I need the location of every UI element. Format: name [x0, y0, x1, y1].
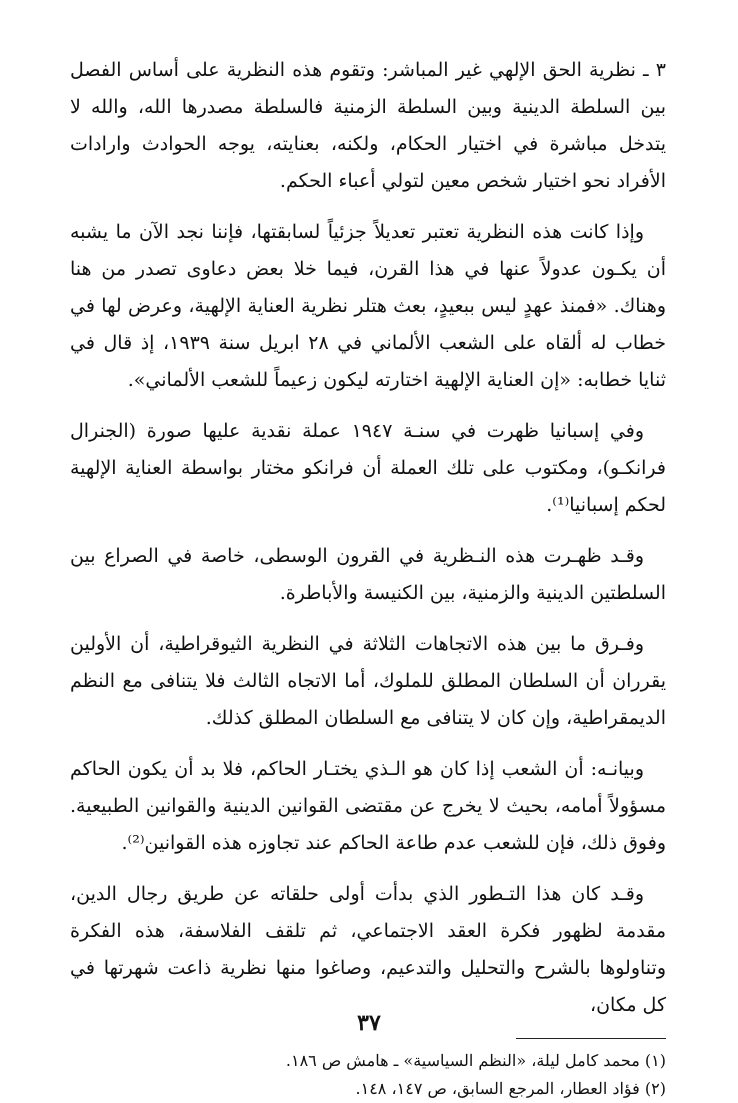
paragraph-indirect-divine-right: ٣ ـ نظرية الحق الإلهي غير المباشر: وتقوم هذه النظرية على أساس الفصل بين السلطة الدينية وبين السلطة الزمنية فالسلطة مصدرها الله، والله لا يتدخل مباشرة في اختيار الحكام، ولكنه، بعنايته، يوجه الحوادث وارادات الأفراد نحو اختيار شخص معين لتولي أعباء الحكم.: [70, 59, 666, 192]
footnote-divider: [516, 1038, 666, 1039]
paragraph-social-contract: وقـد كان هذا التـطور الذي بدأت أولى حلقاته عن طريق رجال الدين، مقدمة لظهور فكرة العقد الاجتماعي، ثم تلقف الفلاسفة، هذه الفكرة وتناولوها بالشرح والتحليل والتدعيم، وصاغوا منها نظرية ذاعت شهرتها في كل مكان،: [70, 883, 666, 1016]
paragraph-three-directions: وفـرق ما بين هذه الاتجاهات الثلاثة في النظرية الثيوقراطية، أن الأولين يقرران أن السلطان المطلق للملوك، أما الاتجاه الثالث فلا يتنافى مع النظم الديمقراطية، وإن كان لا يتنافى مع السلطان المطلق كذلك.: [70, 633, 666, 729]
page-number: ٣٧: [357, 1010, 381, 1036]
paragraph-hitler-example: وإذا كانت هذه النظرية تعتبر تعديلاً جزئياً لسابقتها، فإننا نجد الآن ما يشبه أن يكـون عدولاً عنها في هذا القرن، فيما خلا بعض دعاوى تصدر من هنا وهناك. «فمنذ عهدٍ ليس ببعيدٍ، بعث هتلر نظرية العناية الإلهية، وعرض لها في خطاب له ألقاه على الشعب الألماني في ٢٨ ابريل سنة ١٩٣٩، إذ قال في ثنايا خطابه: «إن العناية الإلهية اختارته ليكون زعيماً للشعب الألماني».: [70, 221, 666, 391]
footnote-1: (١) محمد كامل ليلة، «النظم السياسية» ـ هامش ص ١٨٦.: [285, 1051, 666, 1070]
footnotes: [70, 1047, 666, 1103]
paragraph-middle-ages: وقـد ظهـرت هذه النـظرية في القرون الوسطى، خاصة في الصراع بين السلطتين الدينية والزمنية، بين الكنيسة والأباطرة.: [70, 545, 666, 604]
document-page: [70, 52, 666, 1103]
paragraph-spain-coin: وفي إسبانيا ظهرت في سنـة ١٩٤٧ عملة نقدية عليها صورة (الجنرال فرانكـو)، ومكتوب على تلك العملة أن فرانكو مختار بواسطة العناية الإلهية لحكم إسبانيا⁽¹⁾.: [70, 420, 666, 516]
paragraph-explanation: وبيانـه: أن الشعب إذا كان هو الـذي يختـار الحاكم، فلا بد أن يكون الحاكم مسؤولاً أمامه، بحيث لا يخرج عن مقتضى القوانين الدينية والقوانين الطبيعية. وفوق ذلك، فإن للشعب عدم طاعة الحاكم عند تجاوزه هذه القوانين⁽²⁾.: [70, 758, 666, 854]
footnote-2: (٢) فؤاد العطار، المرجع السابق، ص ١٤٧، ١٤٨.: [355, 1079, 666, 1098]
